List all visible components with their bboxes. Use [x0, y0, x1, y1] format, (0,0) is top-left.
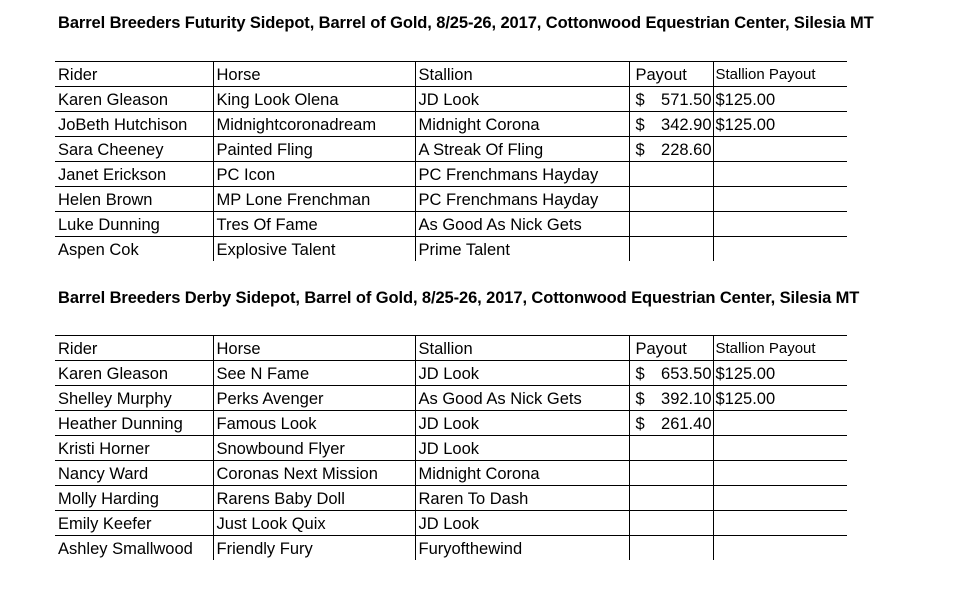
stallion-payout-cell: $125.00 [713, 87, 847, 112]
horse-cell: Rarens Baby Doll [213, 486, 415, 511]
stallion-payout-header-label: Stallion Payout [715, 66, 816, 83]
horse-cell: PC Icon [213, 162, 415, 187]
payout-cell [629, 461, 713, 486]
horse-cell: Midnightcoronadream [213, 112, 415, 137]
stallion-header [415, 336, 629, 361]
horse-cell: MP Lone Frenchman [213, 187, 415, 212]
payout-cell [629, 162, 713, 187]
rider-header-label: Rider [58, 66, 98, 84]
rider-cell: Karen Gleason [55, 361, 213, 386]
horse-cell: Coronas Next Mission [213, 461, 415, 486]
rider-cell: Aspen Cok [58, 241, 139, 259]
stallion-cell: Furyofthewind [415, 536, 629, 561]
stallion-payout-cell [713, 536, 847, 561]
stallion-payout-cell [713, 187, 847, 212]
payout-cell [629, 87, 713, 112]
table-row [55, 511, 847, 536]
payout-header [629, 336, 713, 361]
stallion-payout-cell [713, 411, 847, 436]
payout-cell [629, 212, 713, 237]
payout-cell [629, 511, 713, 536]
horse-header [213, 62, 415, 87]
stallion-payout-cell: $125.00 [713, 386, 847, 411]
stallion-payout-cell [713, 137, 847, 162]
table-row [55, 361, 847, 386]
table-row [55, 536, 847, 561]
stallion-payout-cell [713, 237, 847, 262]
header-row [55, 336, 847, 361]
horse-header [213, 336, 415, 361]
stallion-cell: PC Frenchmans Hayday [415, 162, 629, 187]
table-row [55, 411, 847, 436]
stallion-payout-cell [713, 162, 847, 187]
payout-cell [629, 361, 713, 386]
rider-header-label: Rider [58, 340, 98, 358]
stallion-cell: Midnight Corona [415, 461, 629, 486]
futurity-results-table [55, 61, 847, 261]
rider-cell: Ashley Smallwood [58, 540, 193, 558]
stallion-header [415, 62, 629, 87]
rider-cell: Heather Dunning [55, 411, 213, 436]
stallion-payout-cell [713, 212, 847, 237]
table-row [55, 137, 847, 162]
rider-cell: Luke Dunning [55, 212, 213, 237]
stallion-cell: JD Look [415, 411, 629, 436]
horse-cell: Painted Fling [213, 137, 415, 162]
horse-cell: Famous Look [213, 411, 415, 436]
stallion-cell: Raren To Dash [415, 486, 629, 511]
stallion-cell: Prime Talent [415, 237, 629, 262]
table-row [55, 212, 847, 237]
stallion-cell: A Streak Of Fling [415, 137, 629, 162]
table-row [55, 112, 847, 137]
horse-header-label: Horse [216, 340, 261, 358]
rider-cell: JoBeth Hutchison [55, 112, 213, 137]
payout-cell [629, 187, 713, 212]
stallion-header-label: Stallion [418, 66, 473, 84]
table-row [55, 436, 847, 461]
payout-currency-symbol: $ [635, 91, 645, 109]
payout-amount: 342.90 [661, 116, 712, 134]
payout-currency-symbol: $ [635, 141, 645, 159]
table-row [55, 87, 847, 112]
table-row [55, 162, 847, 187]
payout-currency-symbol: $ [635, 390, 645, 408]
payout-amount: 228.60 [661, 141, 712, 159]
payout-cell [629, 112, 713, 137]
stallion-cell: Midnight Corona [415, 112, 629, 137]
stallion-cell: As Good As Nick Gets [415, 386, 629, 411]
derby-results-table [55, 335, 847, 560]
table-row [55, 187, 847, 212]
rider-cell: Emily Keefer [55, 511, 213, 536]
stallion-cell: JD Look [415, 87, 629, 112]
horse-cell: Perks Avenger [213, 386, 415, 411]
stallion-cell: PC Frenchmans Hayday [415, 187, 629, 212]
stallion-payout-cell [713, 511, 847, 536]
horse-cell: Tres Of Fame [213, 212, 415, 237]
stallion-cell: JD Look [415, 511, 629, 536]
horse-cell: See N Fame [213, 361, 415, 386]
derby-section-title: Barrel Breeders Derby Sidepot, Barrel of Gold, 8/25-26, 2017, Cottonwood Equestrian Center, Silesia MT [58, 289, 860, 307]
horse-header-label: Horse [216, 66, 261, 84]
payout-amount: 392.10 [661, 390, 712, 408]
horse-cell: Friendly Fury [213, 536, 415, 561]
stallion-payout-cell [713, 486, 847, 511]
payout-currency-symbol: $ [635, 415, 645, 433]
payout-header [629, 62, 713, 87]
stallion-cell: JD Look [415, 361, 629, 386]
payout-currency-symbol: $ [635, 365, 645, 383]
table-row [55, 486, 847, 511]
payout-amount: 261.40 [661, 415, 712, 433]
payout-cell [629, 536, 713, 561]
rider-cell: Kristi Horner [55, 436, 213, 461]
rider-cell: Helen Brown [55, 187, 213, 212]
rider-header [55, 62, 213, 87]
rider-cell: Shelley Murphy [55, 386, 213, 411]
payout-cell [629, 237, 713, 262]
horse-cell: Snowbound Flyer [213, 436, 415, 461]
table-row [55, 237, 847, 262]
rider-cell: Karen Gleason [55, 87, 213, 112]
stallion-header-label: Stallion [418, 340, 473, 358]
payout-cell [629, 386, 713, 411]
horse-cell: King Look Olena [213, 87, 415, 112]
header-row [55, 62, 847, 87]
stallion-payout-header [713, 62, 847, 87]
payout-amount: 571.50 [661, 91, 712, 109]
payout-cell [629, 411, 713, 436]
stallion-cell: As Good As Nick Gets [415, 212, 629, 237]
stallion-payout-cell [713, 436, 847, 461]
payout-amount: 653.50 [661, 365, 712, 383]
rider-cell: Nancy Ward [55, 461, 213, 486]
payout-cell [629, 486, 713, 511]
rider-cell: Janet Erickson [55, 162, 213, 187]
payout-cell [629, 137, 713, 162]
payout-currency-symbol: $ [635, 116, 645, 134]
payout-header-label: Payout [635, 340, 687, 358]
payout-header-label: Payout [635, 66, 687, 84]
payout-cell [629, 436, 713, 461]
rider-cell: Sara Cheeney [55, 137, 213, 162]
horse-cell: Explosive Talent [213, 237, 415, 262]
stallion-payout-header [713, 336, 847, 361]
stallion-payout-cell [713, 461, 847, 486]
rider-header [55, 336, 213, 361]
stallion-payout-cell: $125.00 [713, 361, 847, 386]
table-row [55, 461, 847, 486]
stallion-payout-header-label: Stallion Payout [715, 340, 816, 357]
horse-cell: Just Look Quix [213, 511, 415, 536]
stallion-payout-cell: $125.00 [713, 112, 847, 137]
futurity-section-title: Barrel Breeders Futurity Sidepot, Barrel of Gold, 8/25-26, 2017, Cottonwood Equestrian Center, Silesia MT [58, 14, 874, 32]
rider-cell: Molly Harding [55, 486, 213, 511]
stallion-cell: JD Look [415, 436, 629, 461]
table-row [55, 386, 847, 411]
